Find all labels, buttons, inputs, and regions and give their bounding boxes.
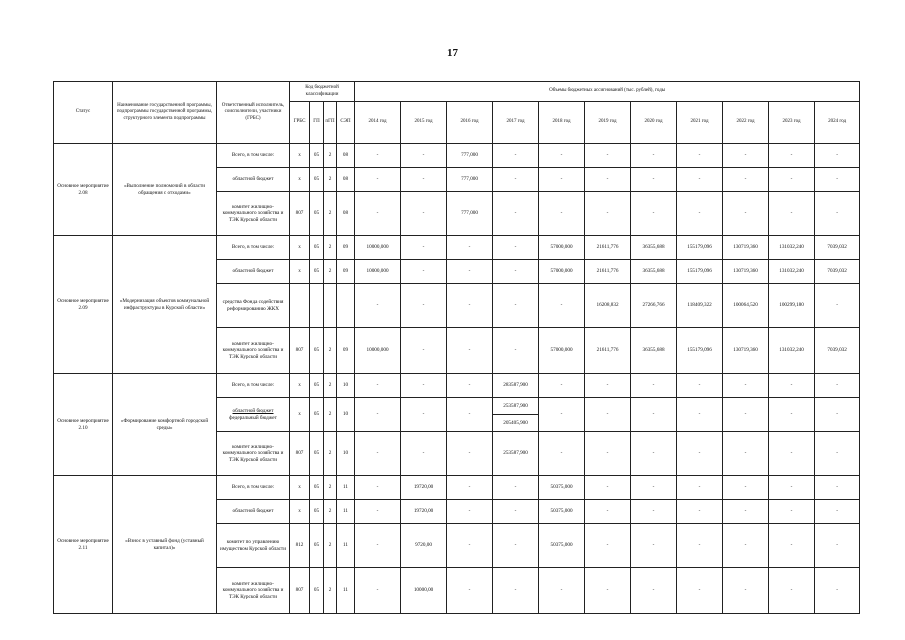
value-cell: - [585, 374, 631, 398]
code-cell: 2 [324, 432, 337, 476]
value-cell: - [447, 284, 493, 328]
header-code: пГП [324, 102, 337, 144]
value-cell: 36355,688 [631, 328, 677, 374]
code-cell: 08 [337, 144, 355, 168]
code-cell: 2 [324, 524, 337, 568]
value-cell: - [585, 524, 631, 568]
value-cell: - [815, 144, 860, 168]
executor-cell: комитет жилищно-коммунального хозяйства и ТЭК Курской области [217, 568, 290, 614]
value-cell: - [815, 524, 860, 568]
measure-name-cell: «Модернизация объектов коммунальной инфраструктуры в Курской области» [113, 236, 217, 374]
value-cell: - [815, 284, 860, 328]
header-year: 2024 год [815, 102, 860, 144]
value-cell: 9720,00 [401, 524, 447, 568]
value-cell: - [447, 524, 493, 568]
value-cell: - [815, 568, 860, 614]
value-cell: 21611,776 [585, 260, 631, 284]
header-code: ГП [310, 102, 324, 144]
code-cell: 05 [310, 144, 324, 168]
value-cell: - [447, 476, 493, 500]
executor-cell: Всего, в том числе: [217, 144, 290, 168]
value-cell: 7039,032 [815, 236, 860, 260]
value-cell: - [493, 500, 539, 524]
value-cell: - [447, 328, 493, 374]
code-cell: 11 [337, 568, 355, 614]
value-cell: 10000,00 [401, 568, 447, 614]
value-cell: - [769, 476, 815, 500]
code-cell: 10 [337, 374, 355, 398]
value-cell: - [723, 374, 769, 398]
value-cell: - [677, 398, 723, 432]
code-cell: 2 [324, 568, 337, 614]
code-cell: 05 [310, 236, 324, 260]
value-cell: - [769, 398, 815, 432]
value-cell: - [677, 432, 723, 476]
value-cell: 155179,096 [677, 236, 723, 260]
executor-cell: областной бюджет [217, 500, 290, 524]
value-cell: - [355, 524, 401, 568]
code-cell: 807 [290, 432, 310, 476]
value-cell: - [585, 192, 631, 236]
value-cell: - [585, 398, 631, 432]
value-cell: - [493, 568, 539, 614]
code-cell [310, 284, 324, 328]
status-cell: Основное мероприятие 2.09 [54, 236, 113, 374]
value-cell: 130719,360 [723, 236, 769, 260]
header-year: 2017 год [493, 102, 539, 144]
value-cell: 131032,240 [769, 260, 815, 284]
value-cell: - [631, 476, 677, 500]
value-cell: - [355, 476, 401, 500]
code-cell: 08 [337, 192, 355, 236]
value-cell: - [677, 568, 723, 614]
status-cell: Основное мероприятие 2.11 [54, 476, 113, 614]
value-cell: 155179,096 [677, 260, 723, 284]
value-cell: - [677, 476, 723, 500]
value-cell: - [769, 568, 815, 614]
code-cell: х [290, 500, 310, 524]
value-cell: - [723, 432, 769, 476]
value-cell: - [401, 398, 447, 432]
value-cell: - [769, 524, 815, 568]
value-cell: - [493, 476, 539, 500]
value-cell: - [355, 192, 401, 236]
value-cell: - [677, 192, 723, 236]
value-cell: - [401, 192, 447, 236]
value-cell: - [585, 432, 631, 476]
code-cell: х [290, 476, 310, 500]
value-cell: 36355,688 [631, 260, 677, 284]
value-cell: 10000,000 [355, 236, 401, 260]
value-cell: 777,000 [447, 168, 493, 192]
executor-cell: комитет жилищно-коммунального хозяйства и ТЭК Курской области [217, 328, 290, 374]
value-cell: - [585, 144, 631, 168]
value-cell: 21611,776 [585, 328, 631, 374]
value-cell: - [447, 236, 493, 260]
measure-name-cell: «Взнос в уставный фонд (уставный капитал)» [113, 476, 217, 614]
page-number: 17 [447, 47, 458, 59]
value-cell: - [723, 500, 769, 524]
value-cell: - [401, 328, 447, 374]
code-cell: 807 [290, 192, 310, 236]
value-cell: 50375,000 [539, 476, 585, 500]
value-cell: 36355,688 [631, 236, 677, 260]
value-cell: - [493, 328, 539, 374]
value-cell: - [355, 500, 401, 524]
code-cell: 11 [337, 476, 355, 500]
header-year: 2014 год [355, 102, 401, 144]
executor-cell: Всего, в том числе: [217, 374, 290, 398]
value-cell: - [769, 192, 815, 236]
value-cell: 57000,000 [539, 328, 585, 374]
value-cell: - [585, 500, 631, 524]
value-cell: - [447, 260, 493, 284]
value-cell: - [769, 374, 815, 398]
value-cell: - [723, 568, 769, 614]
value-cell: - [815, 500, 860, 524]
value-cell: - [355, 284, 401, 328]
value-cell: - [631, 398, 677, 432]
value-cell: - [493, 260, 539, 284]
status-cell: Основное мероприятие 2.08 [54, 144, 113, 236]
code-cell [290, 284, 310, 328]
value-cell: - [355, 168, 401, 192]
value-cell: - [539, 374, 585, 398]
code-cell: 05 [310, 568, 324, 614]
value-cell: - [631, 168, 677, 192]
code-cell: 05 [310, 260, 324, 284]
value-cell: - [493, 524, 539, 568]
code-cell: 05 [310, 500, 324, 524]
header-code: СЭП [337, 102, 355, 144]
value-cell: - [815, 432, 860, 476]
code-cell: 05 [310, 192, 324, 236]
executor-cell: областной бюджет [217, 168, 290, 192]
value-cell: - [401, 260, 447, 284]
value-cell: 131032,240 [769, 328, 815, 374]
value-cell: - [447, 374, 493, 398]
table-row [54, 374, 860, 398]
value-cell: - [769, 144, 815, 168]
value-cell: 155179,096 [677, 328, 723, 374]
value-cell: - [493, 144, 539, 168]
split-value: 205405,900 [493, 414, 538, 431]
code-cell: 2 [324, 374, 337, 398]
header-year: 2018 год [539, 102, 585, 144]
value-cell: - [723, 476, 769, 500]
code-cell: х [290, 398, 310, 432]
value-cell: 131032,240 [769, 236, 815, 260]
executor-line: областной бюджет [232, 408, 274, 414]
code-cell: 2 [324, 500, 337, 524]
value-cell: 27266,766 [631, 284, 677, 328]
code-cell: 2 [324, 236, 337, 260]
header-year: 2016 год [447, 102, 493, 144]
code-cell [324, 284, 337, 328]
value-cell: 100299,180 [769, 284, 815, 328]
value-cell: - [585, 476, 631, 500]
code-cell: 2 [324, 328, 337, 374]
value-cell: - [815, 192, 860, 236]
value-cell: - [539, 398, 585, 432]
value-cell: - [723, 192, 769, 236]
value-cell: - [677, 524, 723, 568]
executor-cell: комитет по управлению имуществом Курской области [217, 524, 290, 568]
header-status: Статус [54, 82, 113, 144]
value-cell: 130719,360 [723, 260, 769, 284]
value-cell: 777,000 [447, 192, 493, 236]
code-cell: 807 [290, 568, 310, 614]
value-cell: - [723, 398, 769, 432]
code-cell: 05 [310, 168, 324, 192]
value-cell: - [355, 144, 401, 168]
code-cell: 09 [337, 260, 355, 284]
executor-cell: Всего, в том числе: [217, 476, 290, 500]
header-code: ГРБС [290, 102, 310, 144]
status-cell: Основное мероприятие 2.10 [54, 374, 113, 476]
value-cell: 57000,000 [539, 236, 585, 260]
value-cell: - [493, 284, 539, 328]
header-budget-code: Код бюджетной классификации [290, 82, 355, 102]
value-cell: - [447, 500, 493, 524]
value-cell: 19720,00 [401, 500, 447, 524]
value-cell: - [677, 374, 723, 398]
value-cell: - [539, 144, 585, 168]
value-cell: - [401, 236, 447, 260]
value-cell: 7039,032 [815, 328, 860, 374]
value-cell: - [723, 524, 769, 568]
value-cell: 50375,000 [539, 524, 585, 568]
header-executor: Ответственный исполнитель, соисполнители, участники (ГРБС) [217, 82, 290, 144]
value-cell: - [401, 432, 447, 476]
value-cell: - [447, 398, 493, 432]
value-cell: 16208,832 [585, 284, 631, 328]
value-cell: - [355, 432, 401, 476]
value-cell: - [585, 168, 631, 192]
value-cell: - [401, 284, 447, 328]
value-cell: - [585, 568, 631, 614]
code-cell: 05 [310, 374, 324, 398]
table-row [54, 236, 860, 260]
value-cell: 130719,360 [723, 328, 769, 374]
value-cell: 10000,000 [355, 260, 401, 284]
table-row [54, 144, 860, 168]
code-cell: 05 [310, 476, 324, 500]
value-cell: - [815, 398, 860, 432]
value-cell: 10000,000 [355, 328, 401, 374]
value-cell: - [815, 476, 860, 500]
value-cell: - [539, 568, 585, 614]
executor-cell: комитет жилищно-коммунального хозяйства и ТЭК Курской области [217, 432, 290, 476]
value-cell: 283587,900 [493, 374, 539, 398]
value-cell: - [815, 168, 860, 192]
executor-cell: областной бюджет [217, 260, 290, 284]
executor-cell [217, 398, 290, 432]
code-cell: 2 [324, 168, 337, 192]
header-year: 2020 год [631, 102, 677, 144]
value-cell: - [401, 168, 447, 192]
value-cell: - [815, 374, 860, 398]
value-cell: - [631, 568, 677, 614]
budget-table [53, 81, 860, 614]
value-cell: - [631, 374, 677, 398]
code-cell: 10 [337, 432, 355, 476]
code-cell: 05 [310, 328, 324, 374]
code-cell: 2 [324, 476, 337, 500]
value-cell: - [677, 500, 723, 524]
code-cell: 2 [324, 398, 337, 432]
code-cell: 05 [310, 432, 324, 476]
code-cell: 11 [337, 524, 355, 568]
value-cell: - [401, 374, 447, 398]
value-cell: - [677, 144, 723, 168]
header-name: Наименование государственной программы, подпрограммы государственной программы, структурного элемента подпрограммы [113, 82, 217, 144]
table-row [54, 476, 860, 500]
value-cell: 21611,776 [585, 236, 631, 260]
code-cell: х [290, 236, 310, 260]
value-cell: - [631, 192, 677, 236]
code-cell: 08 [337, 168, 355, 192]
value-cell: 57000,000 [539, 260, 585, 284]
executor-cell: Всего, в том числе: [217, 236, 290, 260]
code-cell: 2 [324, 192, 337, 236]
header-year: 2019 год [585, 102, 631, 144]
header-year: 2015 год [401, 102, 447, 144]
code-cell: 812 [290, 524, 310, 568]
header-year: 2021 год [677, 102, 723, 144]
value-cell: - [447, 568, 493, 614]
executor-cell: комитет жилищно-коммунального хозяйства и ТЭК Курской области [217, 192, 290, 236]
value-cell: - [631, 432, 677, 476]
value-cell: 19720,00 [401, 476, 447, 500]
value-cell: 253587,900 [493, 432, 539, 476]
value-cell: - [355, 398, 401, 432]
value-cell: - [631, 144, 677, 168]
value-cell: - [723, 144, 769, 168]
code-cell: 10 [337, 398, 355, 432]
code-cell: 807 [290, 328, 310, 374]
value-cell: - [631, 500, 677, 524]
value-cell: - [723, 168, 769, 192]
value-cell: - [493, 168, 539, 192]
value-cell: 118409,322 [677, 284, 723, 328]
code-cell: 05 [310, 398, 324, 432]
value-cell: - [769, 168, 815, 192]
code-cell: х [290, 144, 310, 168]
code-cell: х [290, 374, 310, 398]
value-cell: - [539, 168, 585, 192]
header-year: 2023 год [769, 102, 815, 144]
value-cell: - [493, 192, 539, 236]
value-cell: - [401, 144, 447, 168]
code-cell: 11 [337, 500, 355, 524]
split-value: 253587,900 [503, 402, 528, 409]
value-cell: - [677, 168, 723, 192]
executor-line: федеральный бюджет [229, 414, 277, 421]
value-cell: - [355, 568, 401, 614]
measure-name-cell: «Формирование комфортной городской среды» [113, 374, 217, 476]
executor-cell: средства Фонда содействия реформированию ЖКХ [217, 284, 290, 328]
code-cell: х [290, 260, 310, 284]
value-cell: 777,000 [447, 144, 493, 168]
value-cell: 50375,000 [539, 500, 585, 524]
measure-name-cell: «Выполнение полномочий в области обращения с отходами» [113, 144, 217, 236]
value-cell: - [539, 432, 585, 476]
code-cell [337, 284, 355, 328]
value-cell: - [355, 374, 401, 398]
value-cell: 7039,032 [815, 260, 860, 284]
code-cell: 2 [324, 144, 337, 168]
value-cell: - [539, 192, 585, 236]
code-cell: 09 [337, 328, 355, 374]
value-cell: - [631, 524, 677, 568]
header-year: 2022 год [723, 102, 769, 144]
value-cell: - [447, 432, 493, 476]
value-cell: - [769, 432, 815, 476]
value-cell: - [493, 236, 539, 260]
value-cell: 100064,520 [723, 284, 769, 328]
code-cell: 09 [337, 236, 355, 260]
value-cell-split [493, 398, 539, 432]
code-cell: х [290, 168, 310, 192]
value-cell: - [539, 284, 585, 328]
code-cell: 2 [324, 260, 337, 284]
code-cell: 05 [310, 524, 324, 568]
value-cell: - [769, 500, 815, 524]
header-volumes: Объемы бюджетных ассигнований (тыс. рублей), годы [355, 82, 860, 102]
